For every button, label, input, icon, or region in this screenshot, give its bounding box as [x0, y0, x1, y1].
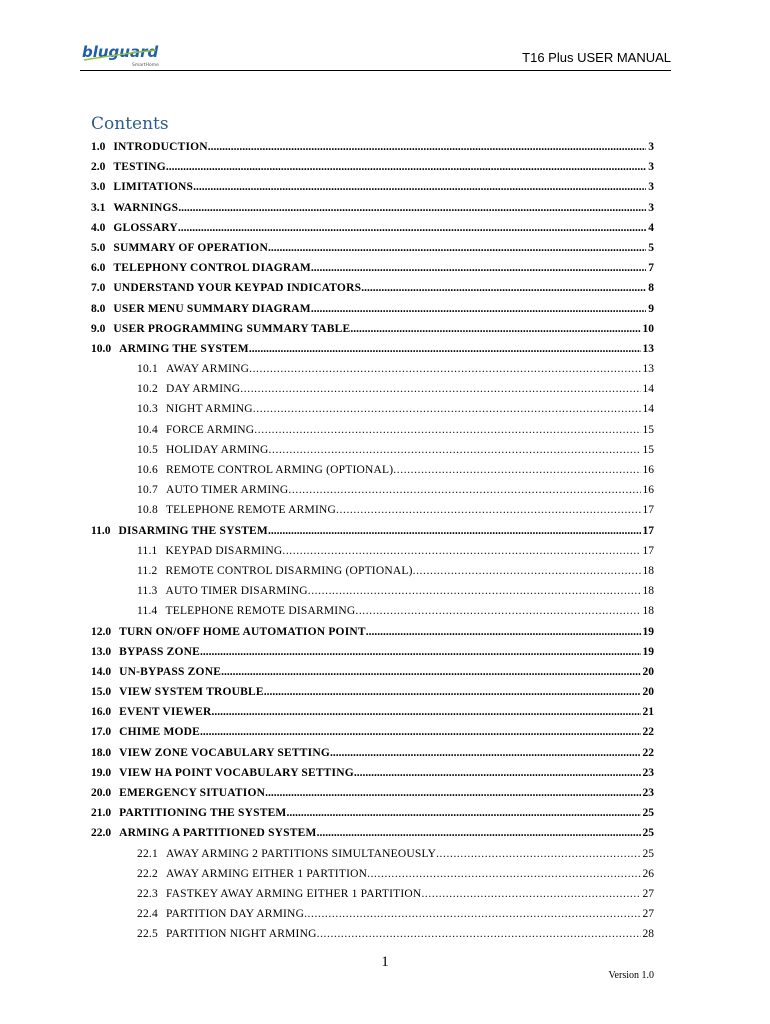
toc-dot-leader	[282, 541, 640, 561]
version-label: Version 1.0	[608, 970, 654, 981]
toc-entry-page: 3	[648, 201, 654, 214]
toc-dot-leader	[308, 581, 641, 601]
toc-entry-page: 25	[642, 807, 654, 820]
toc-entry-title: DAY ARMING	[165, 383, 241, 396]
toc-entry-page: 14	[642, 383, 654, 396]
toc-entry-page: 9	[648, 302, 654, 315]
toc-entry[interactable]	[91, 844, 654, 864]
toc-entry-title: EVENT VIEWER	[119, 706, 212, 719]
toc-entry-number: 11.2	[137, 564, 158, 577]
toc-entry[interactable]	[91, 339, 654, 359]
toc-entry[interactable]	[91, 823, 654, 843]
toc-entry-number: 12.0	[91, 625, 112, 638]
toc-entry[interactable]	[91, 218, 654, 238]
toc-entry-page: 14	[642, 403, 654, 416]
toc-entry-title: AWAY ARMING	[165, 363, 250, 376]
logo-wordmark: bluguard	[82, 43, 159, 61]
toc-entry-page: 20	[642, 686, 654, 699]
toc-entry-number: 3.1	[91, 201, 106, 214]
toc-entry[interactable]	[91, 884, 654, 904]
toc-entry[interactable]	[91, 924, 654, 944]
toc-entry-title: PARTITION DAY ARMING	[165, 908, 305, 921]
toc-entry-page: 3	[648, 181, 654, 194]
toc-entry-page: 25	[642, 827, 654, 840]
toc-entry[interactable]	[91, 763, 654, 783]
toc-dot-leader	[200, 722, 640, 742]
toc-dot-leader	[253, 399, 641, 419]
toc-entry[interactable]	[91, 662, 654, 682]
toc-entry-page: 8	[648, 282, 654, 295]
toc-dot-leader	[249, 359, 640, 379]
toc-entry-number: 22.5	[137, 928, 158, 941]
toc-dot-leader	[240, 379, 640, 399]
toc-entry-title: TELEPHONE REMOTE DISARMING	[165, 605, 356, 618]
toc-entry-number: 10.6	[137, 464, 158, 476]
toc-entry-title: TELEPHONY CONTROL DIAGRAM	[113, 262, 311, 275]
toc-dot-leader	[317, 823, 641, 843]
toc-entry-page: 22	[642, 746, 654, 759]
toc-dot-leader	[288, 480, 640, 500]
toc-entry[interactable]	[91, 157, 654, 177]
toc-entry-number: 21.0	[91, 807, 112, 820]
toc-entry-number: 19.0	[91, 766, 112, 779]
toc-entry-title: AUTO TIMER DISARMING	[165, 585, 308, 598]
toc-dot-leader	[268, 521, 641, 541]
toc-entry[interactable]	[91, 581, 654, 601]
toc-entry-title: PARTITION NIGHT ARMING	[165, 928, 317, 941]
toc-dot-leader	[265, 783, 640, 803]
toc-entry-title: FASTKEY AWAY ARMING EITHER 1 PARTITION	[165, 887, 422, 900]
toc-entry-title: ARMING THE SYSTEM	[119, 342, 249, 355]
toc-entry-title: REMOTE CONTROL DISARMING (OPTIONAL)	[165, 564, 413, 577]
toc-entry-title: TESTING	[113, 161, 166, 174]
toc-dot-leader	[421, 884, 640, 904]
toc-dot-leader	[249, 339, 641, 359]
toc-entry-page: 3	[648, 161, 654, 174]
toc-entry-page: 25	[642, 847, 654, 860]
toc-entry-number: 16.0	[91, 706, 112, 719]
toc-entry-page: 26	[642, 867, 654, 880]
toc-dot-leader	[178, 218, 646, 238]
toc-entry-page: 20	[642, 665, 654, 678]
toc-entry-title: AUTO TIMER ARMING	[165, 484, 289, 497]
toc-entry-page: 4	[648, 221, 654, 234]
toc-entry-title: EMERGENCY SITUATION	[119, 787, 266, 799]
toc-entry-title: BYPASS ZONE	[119, 645, 201, 658]
toc-entry-number: 22.2	[137, 867, 158, 880]
toc-entry[interactable]	[91, 682, 654, 702]
toc-entry-page: 18	[642, 605, 654, 618]
toc-entry-page: 16	[642, 464, 654, 476]
toc-entry-page: 23	[642, 787, 654, 799]
toc-entry-title: GLOSSARY	[113, 221, 178, 234]
toc-entry[interactable]	[91, 521, 654, 541]
toc-entry-number: 4.0	[91, 221, 106, 234]
toc-entry-number: 11.3	[137, 585, 158, 598]
toc-entry[interactable]	[91, 238, 654, 258]
toc-entry-title: USER MENU SUMMARY DIAGRAM	[113, 302, 311, 315]
toc-dot-leader	[193, 177, 646, 197]
toc-entry-page: 18	[642, 585, 654, 598]
toc-entry-number: 10.5	[137, 443, 158, 456]
toc-entry-number: 10.3	[137, 403, 158, 416]
toc-entry-number: 11.1	[137, 544, 158, 557]
table-of-contents	[91, 137, 654, 945]
toc-entry-title: PARTITIONING THE SYSTEM	[119, 807, 287, 820]
toc-entry-number: 3.0	[91, 181, 106, 194]
toc-entry-number: 8.0	[91, 302, 106, 315]
toc-entry-page: 7	[648, 262, 654, 275]
toc-entry[interactable]	[91, 440, 654, 460]
toc-entry[interactable]	[91, 460, 654, 480]
toc-dot-leader	[200, 642, 640, 662]
toc-entry-number: 7.0	[91, 282, 106, 295]
manual-title: T16 Plus USER MANUAL	[522, 50, 671, 65]
toc-entry-title: UNDERSTAND YOUR KEYPAD INDICATORS	[113, 282, 362, 295]
toc-entry-title: HOLIDAY ARMING	[165, 443, 269, 456]
toc-entry[interactable]	[91, 561, 654, 581]
toc-entry-page: 17	[642, 504, 654, 517]
toc-entry-number: 10.4	[137, 423, 158, 436]
toc-dot-leader	[367, 864, 640, 884]
toc-entry-number: 14.0	[91, 665, 112, 678]
toc-entry-title: VIEW HA POINT VOCABULARY SETTING	[119, 766, 354, 779]
toc-entry-number: 18.0	[91, 746, 112, 759]
toc-entry-title: FORCE ARMING	[165, 423, 255, 436]
toc-entry-title: ARMING A PARTITIONED SYSTEM	[119, 827, 317, 840]
toc-entry-title: USER PROGRAMMING SUMMARY TABLE	[113, 322, 351, 335]
toc-entry-page: 22	[642, 726, 654, 739]
toc-entry-number: 22.0	[91, 827, 112, 840]
toc-entry-number: 10.7	[137, 484, 158, 497]
toc-entry-number: 20.0	[91, 787, 112, 799]
toc-entry-page: 18	[642, 564, 654, 577]
toc-entry-title: KEYPAD DISARMING	[165, 544, 283, 557]
toc-entry[interactable]	[91, 904, 654, 924]
toc-entry-title: LIMITATIONS	[113, 181, 194, 194]
toc-entry-title: AWAY ARMING 2 PARTITIONS SIMULTANEOUSLY	[165, 847, 437, 860]
toc-entry-title: VIEW ZONE VOCABULARY SETTING	[119, 746, 330, 759]
toc-dot-leader	[311, 258, 646, 278]
toc-entry-number: 13.0	[91, 645, 112, 658]
toc-entry-page: 19	[642, 645, 654, 658]
toc-dot-leader	[287, 803, 641, 823]
toc-entry-number: 15.0	[91, 686, 112, 699]
toc-dot-leader	[212, 702, 641, 722]
toc-dot-leader	[304, 904, 640, 924]
contents-heading: Contents	[91, 114, 169, 134]
toc-dot-leader	[361, 278, 646, 298]
toc-entry-page: 5	[648, 241, 654, 254]
toc-entry-number: 6.0	[91, 262, 106, 275]
toc-entry-page: 19	[642, 625, 654, 638]
toc-dot-leader	[254, 420, 640, 440]
toc-dot-leader	[366, 622, 641, 642]
toc-entry-title: TELEPHONE REMOTE ARMING	[165, 504, 337, 517]
header-divider	[80, 70, 671, 71]
toc-entry-title: AWAY ARMING EITHER 1 PARTITION	[165, 867, 368, 880]
toc-entry[interactable]	[91, 198, 654, 218]
toc-entry-page: 21	[642, 706, 654, 719]
toc-entry-number: 10.8	[137, 504, 158, 517]
toc-entry-page: 16	[642, 484, 654, 497]
toc-entry-title: SUMMARY OF OPERATION	[113, 241, 268, 254]
toc-entry-title: DISARMING THE SYSTEM	[118, 524, 268, 537]
toc-entry[interactable]	[91, 500, 654, 520]
toc-entry-title: REMOTE CONTROL ARMING (OPTIONAL)	[165, 464, 394, 476]
toc-dot-leader	[413, 561, 641, 581]
toc-entry-number: 22.3	[137, 887, 158, 900]
toc-entry-number: 17.0	[91, 726, 112, 739]
toc-entry-number: 11.4	[137, 605, 158, 618]
toc-entry-number: 1.0	[91, 141, 106, 153]
toc-entry[interactable]	[91, 379, 654, 399]
toc-entry[interactable]	[91, 399, 654, 419]
toc-dot-leader	[264, 682, 641, 702]
toc-dot-leader	[269, 440, 641, 460]
toc-entry-title: WARNINGS	[113, 201, 179, 214]
bluguard-logo	[80, 40, 160, 70]
toc-dot-leader	[311, 299, 646, 319]
toc-dot-leader	[436, 844, 640, 864]
toc-entry[interactable]	[91, 622, 654, 642]
toc-entry[interactable]	[91, 541, 654, 561]
toc-entry-title: CHIME MODE	[119, 726, 201, 739]
toc-entry-page: 13	[642, 363, 654, 376]
toc-entry-title: TURN ON/OFF HOME AUTOMATION POINT	[119, 625, 366, 638]
toc-entry-page: 3	[648, 141, 654, 153]
toc-entry-number: 9.0	[91, 322, 106, 335]
toc-entry[interactable]	[91, 722, 654, 742]
toc-dot-leader	[350, 319, 640, 339]
toc-entry-number: 10.2	[137, 383, 158, 396]
toc-entry-title: INTRODUCTION	[113, 141, 208, 153]
toc-dot-leader	[355, 601, 640, 621]
toc-entry-title: VIEW SYSTEM TROUBLE	[119, 686, 264, 699]
toc-dot-leader	[221, 662, 640, 682]
toc-dot-leader	[330, 743, 641, 763]
toc-entry-number: 5.0	[91, 241, 106, 254]
toc-entry-page: 27	[642, 887, 654, 900]
toc-dot-leader	[268, 238, 646, 258]
logo-subtext: SmartHome	[132, 63, 159, 68]
toc-entry[interactable]	[91, 420, 654, 440]
toc-entry-page: 13	[642, 342, 654, 355]
toc-entry[interactable]	[91, 137, 654, 157]
toc-entry[interactable]	[91, 743, 654, 763]
toc-entry-page: 17	[642, 524, 654, 537]
toc-entry[interactable]	[91, 319, 654, 339]
toc-dot-leader	[336, 500, 640, 520]
toc-entry-number: 22.4	[137, 908, 158, 921]
page-number: 1	[381, 954, 389, 970]
toc-entry[interactable]	[91, 803, 654, 823]
toc-dot-leader	[354, 763, 641, 783]
toc-dot-leader	[393, 460, 640, 480]
toc-entry-title: NIGHT ARMING	[165, 403, 253, 416]
toc-entry-page: 10	[642, 322, 654, 335]
toc-entry-page: 15	[642, 443, 654, 456]
toc-entry-page: 28	[642, 928, 654, 941]
toc-entry-number: 10.1	[137, 363, 158, 376]
toc-entry[interactable]	[91, 258, 654, 278]
toc-entry[interactable]	[91, 299, 654, 319]
toc-dot-leader	[208, 137, 646, 157]
toc-entry-title: UN-BYPASS ZONE	[119, 665, 222, 678]
toc-entry-number: 22.1	[137, 847, 158, 860]
toc-entry[interactable]	[91, 702, 654, 722]
toc-dot-leader	[178, 198, 646, 218]
toc-entry[interactable]	[91, 480, 654, 500]
toc-entry[interactable]	[91, 864, 654, 884]
toc-entry[interactable]	[91, 278, 654, 298]
toc-entry[interactable]	[91, 642, 654, 662]
toc-dot-leader	[166, 157, 646, 177]
toc-dot-leader	[317, 924, 641, 944]
toc-entry-number: 11.0	[91, 524, 111, 537]
toc-entry-page: 23	[642, 766, 654, 779]
toc-entry-page: 27	[642, 908, 654, 921]
toc-entry[interactable]	[91, 359, 654, 379]
toc-entry[interactable]	[91, 783, 654, 803]
toc-entry[interactable]	[91, 177, 654, 197]
toc-entry[interactable]	[91, 601, 654, 621]
toc-entry-page: 15	[642, 423, 654, 436]
toc-entry-number: 2.0	[91, 161, 106, 174]
toc-entry-page: 17	[642, 544, 654, 557]
toc-entry-number: 10.0	[91, 342, 112, 355]
